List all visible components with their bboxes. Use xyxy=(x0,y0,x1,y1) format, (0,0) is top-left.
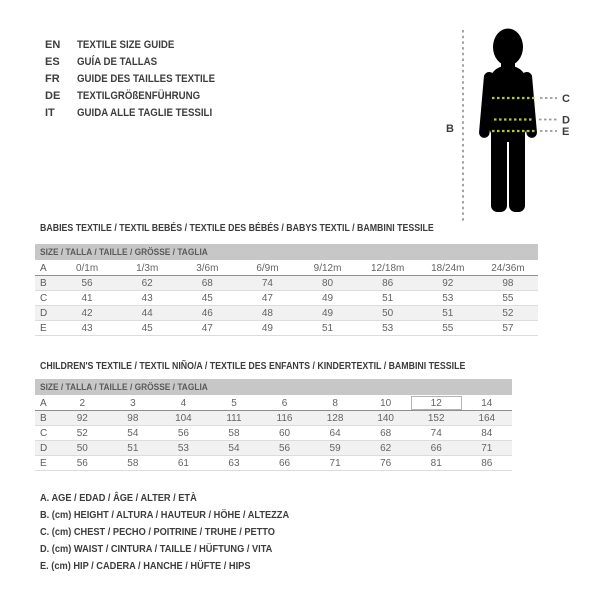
size-cell: 12/18m xyxy=(371,262,405,274)
language-row xyxy=(45,87,234,104)
language-code: IT xyxy=(45,106,55,119)
size-cell: 14 xyxy=(481,397,493,409)
size-cell: 84 xyxy=(481,427,493,439)
size-cell: 6/9m xyxy=(256,262,279,274)
figure-label-c: C xyxy=(562,93,570,105)
size-cell: 128 xyxy=(326,412,344,424)
table-header-band xyxy=(35,379,512,395)
size-cell: 49 xyxy=(322,307,334,319)
size-cell: 74 xyxy=(430,427,442,439)
size-cell: 24/36m xyxy=(491,262,525,274)
size-cell: 18/24m xyxy=(431,262,465,274)
size-cell: 51 xyxy=(322,322,334,334)
size-cell: 92 xyxy=(76,412,88,424)
row-letter: C xyxy=(40,292,48,304)
language-title: TEXTILGRÖßENFÜHRUNG xyxy=(77,89,201,102)
size-cell: 76 xyxy=(380,457,392,469)
size-cell: 52 xyxy=(76,427,88,439)
table-row xyxy=(35,321,538,336)
size-cell: 86 xyxy=(481,457,493,469)
table-header-band xyxy=(35,244,538,260)
size-cell: 56 xyxy=(81,277,93,289)
language-code: FR xyxy=(45,72,60,85)
size-cell: 71 xyxy=(481,442,493,454)
row-letter: A xyxy=(40,397,47,409)
size-cell: 57 xyxy=(502,322,514,334)
size-cell: 2 xyxy=(79,397,86,409)
size-cell: 41 xyxy=(81,292,93,304)
size-cell: 1/3m xyxy=(136,262,159,274)
size-cell: 86 xyxy=(382,277,394,289)
size-cell: 52 xyxy=(502,307,514,319)
size-cell: 111 xyxy=(226,412,242,424)
size-cell: 54 xyxy=(228,442,240,454)
size-cell: 3 xyxy=(130,397,136,409)
language-row xyxy=(45,36,234,53)
size-cell: 45 xyxy=(141,322,153,334)
size-cell: 56 xyxy=(76,457,88,469)
table-header-label: SIZE / TALLA / TAILLE / GRÖSSE / TAGLIA xyxy=(40,381,208,393)
size-cell: 56 xyxy=(177,427,189,439)
size-cell: 42 xyxy=(81,307,93,319)
size-cell: 56 xyxy=(278,442,291,454)
size-cell: 80 xyxy=(322,277,334,289)
size-cell: 49 xyxy=(261,322,273,334)
size-cell: 68 xyxy=(201,277,213,289)
row-letter: E xyxy=(40,457,47,469)
size-cell: 74 xyxy=(261,277,273,289)
row-letter: D xyxy=(40,442,48,454)
row-letter: B xyxy=(40,277,47,289)
size-cell: 116 xyxy=(276,412,293,424)
size-cell: 92 xyxy=(442,277,454,289)
language-code: EN xyxy=(45,38,61,51)
table-row xyxy=(35,411,512,426)
size-cell: 152 xyxy=(427,412,445,424)
size-cell: 81 xyxy=(430,457,442,469)
figure-label-e: E xyxy=(562,126,570,138)
figure-label-d: D xyxy=(562,114,570,127)
size-cell: 51 xyxy=(382,292,394,304)
table-row xyxy=(35,396,512,411)
size-cell: 53 xyxy=(442,292,454,304)
size-cell: 63 xyxy=(228,457,240,469)
size-cell: 104 xyxy=(175,412,192,424)
table-row xyxy=(35,426,512,441)
size-cell: 51 xyxy=(127,442,139,454)
size-cell: 53 xyxy=(177,442,189,454)
row-letter: A xyxy=(40,262,47,274)
language-row xyxy=(45,104,234,121)
row-letter: D xyxy=(40,307,48,319)
size-cell-highlighted: 12 xyxy=(411,396,462,410)
size-cell: 164 xyxy=(478,412,496,424)
size-cell: 10 xyxy=(380,397,392,409)
table-row xyxy=(35,261,538,276)
children-table-title: CHILDREN'S TEXTILE / TEXTIL NIÑO/A / TEXTILE DES ENFANTS / KINDERTEXTIL / BAMBINI TESSILE xyxy=(40,361,466,372)
size-cell: 58 xyxy=(228,427,240,439)
language-title: TEXTILE SIZE GUIDE xyxy=(77,38,175,51)
size-cell: 4 xyxy=(180,397,187,409)
row-letter: C xyxy=(40,427,48,439)
language-row xyxy=(45,70,234,87)
size-cell: 66 xyxy=(430,442,442,454)
table-row xyxy=(35,306,538,321)
table-row xyxy=(35,291,538,306)
legend-line: E. (cm) HIP / CADERA / HANCHE / HÜFTE / HIPS xyxy=(40,559,251,572)
size-cell: 47 xyxy=(201,322,213,334)
measurement-legend xyxy=(40,489,323,574)
size-cell: 55 xyxy=(502,292,514,304)
size-cell: 62 xyxy=(380,442,392,454)
size-cell: 98 xyxy=(502,277,514,289)
size-cell: 43 xyxy=(81,322,93,334)
language-title: GUIDE DES TAILLES TEXTILE xyxy=(77,72,216,85)
size-cell: 8 xyxy=(332,397,338,409)
children-size-table xyxy=(35,379,512,471)
size-cell: 55 xyxy=(442,322,454,334)
size-cell: 140 xyxy=(377,412,394,424)
size-cell: 62 xyxy=(141,277,153,289)
size-cell: 47 xyxy=(261,292,273,304)
size-cell: 5 xyxy=(231,397,237,409)
language-title-list xyxy=(45,36,234,121)
legend-line: C. (cm) CHEST / PECHO / POITRINE / TRUHE / PETTO xyxy=(40,525,275,538)
row-letter: B xyxy=(40,412,47,424)
size-cell: 53 xyxy=(382,322,394,334)
size-cell: 54 xyxy=(127,427,139,439)
legend-line: A. AGE / EDAD / ÂGE / ALTER / ETÀ xyxy=(40,491,197,504)
size-cell: 3/6m xyxy=(196,262,219,274)
babies-size-table xyxy=(35,244,538,336)
size-cell: 50 xyxy=(382,307,394,319)
size-cell: 68 xyxy=(380,427,392,439)
child-measurement-figure xyxy=(440,0,600,230)
babies-table-title: BABIES TEXTILE / TEXTIL BEBÉS / TEXTILE DES BÉBÉS / BABYS TEXTIL / BAMBINI TESSILE xyxy=(40,223,434,234)
figure-label-b: B xyxy=(446,123,454,135)
language-code: DE xyxy=(45,89,61,102)
size-cell: 45 xyxy=(201,292,213,304)
size-cell: 51 xyxy=(442,307,454,319)
size-cell: 59 xyxy=(329,442,341,454)
language-title: GUIDA ALLE TAGLIE TESSILI xyxy=(77,106,213,119)
size-cell: 43 xyxy=(141,292,153,304)
table-row xyxy=(35,456,512,471)
size-cell: 6 xyxy=(281,397,288,409)
size-cell: 44 xyxy=(141,307,153,319)
language-row xyxy=(45,53,234,70)
size-cell: 49 xyxy=(322,292,334,304)
language-title: GUÍA DE TALLAS xyxy=(77,55,158,68)
row-letter: E xyxy=(40,322,47,334)
child-silhouette-icon xyxy=(479,29,538,213)
table-header-label: SIZE / TALLA / TAILLE / GRÖSSE / TAGLIA xyxy=(40,246,208,258)
legend-line: B. (cm) HEIGHT / ALTURA / HAUTEUR / HÖHE / ALTEZZA xyxy=(40,508,290,521)
size-cell: 66 xyxy=(278,457,291,469)
size-cell: 61 xyxy=(177,457,189,469)
size-cell: 50 xyxy=(76,442,88,454)
size-cell: 58 xyxy=(127,457,139,469)
size-cell: 71 xyxy=(329,457,341,469)
table-row xyxy=(35,441,512,456)
size-cell: 48 xyxy=(261,307,273,319)
size-cell: 64 xyxy=(329,427,341,439)
size-cell: 9/12m xyxy=(313,262,342,274)
size-cell: 60 xyxy=(278,427,291,439)
size-cell: 0/1m xyxy=(75,262,99,274)
legend-line: D. (cm) WAIST / CINTURA / TAILLE / HÜFTUNG / VITA xyxy=(40,542,273,555)
size-cell: 46 xyxy=(201,307,213,319)
size-cell: 98 xyxy=(127,412,139,424)
language-code: ES xyxy=(45,55,60,68)
table-row xyxy=(35,276,538,291)
